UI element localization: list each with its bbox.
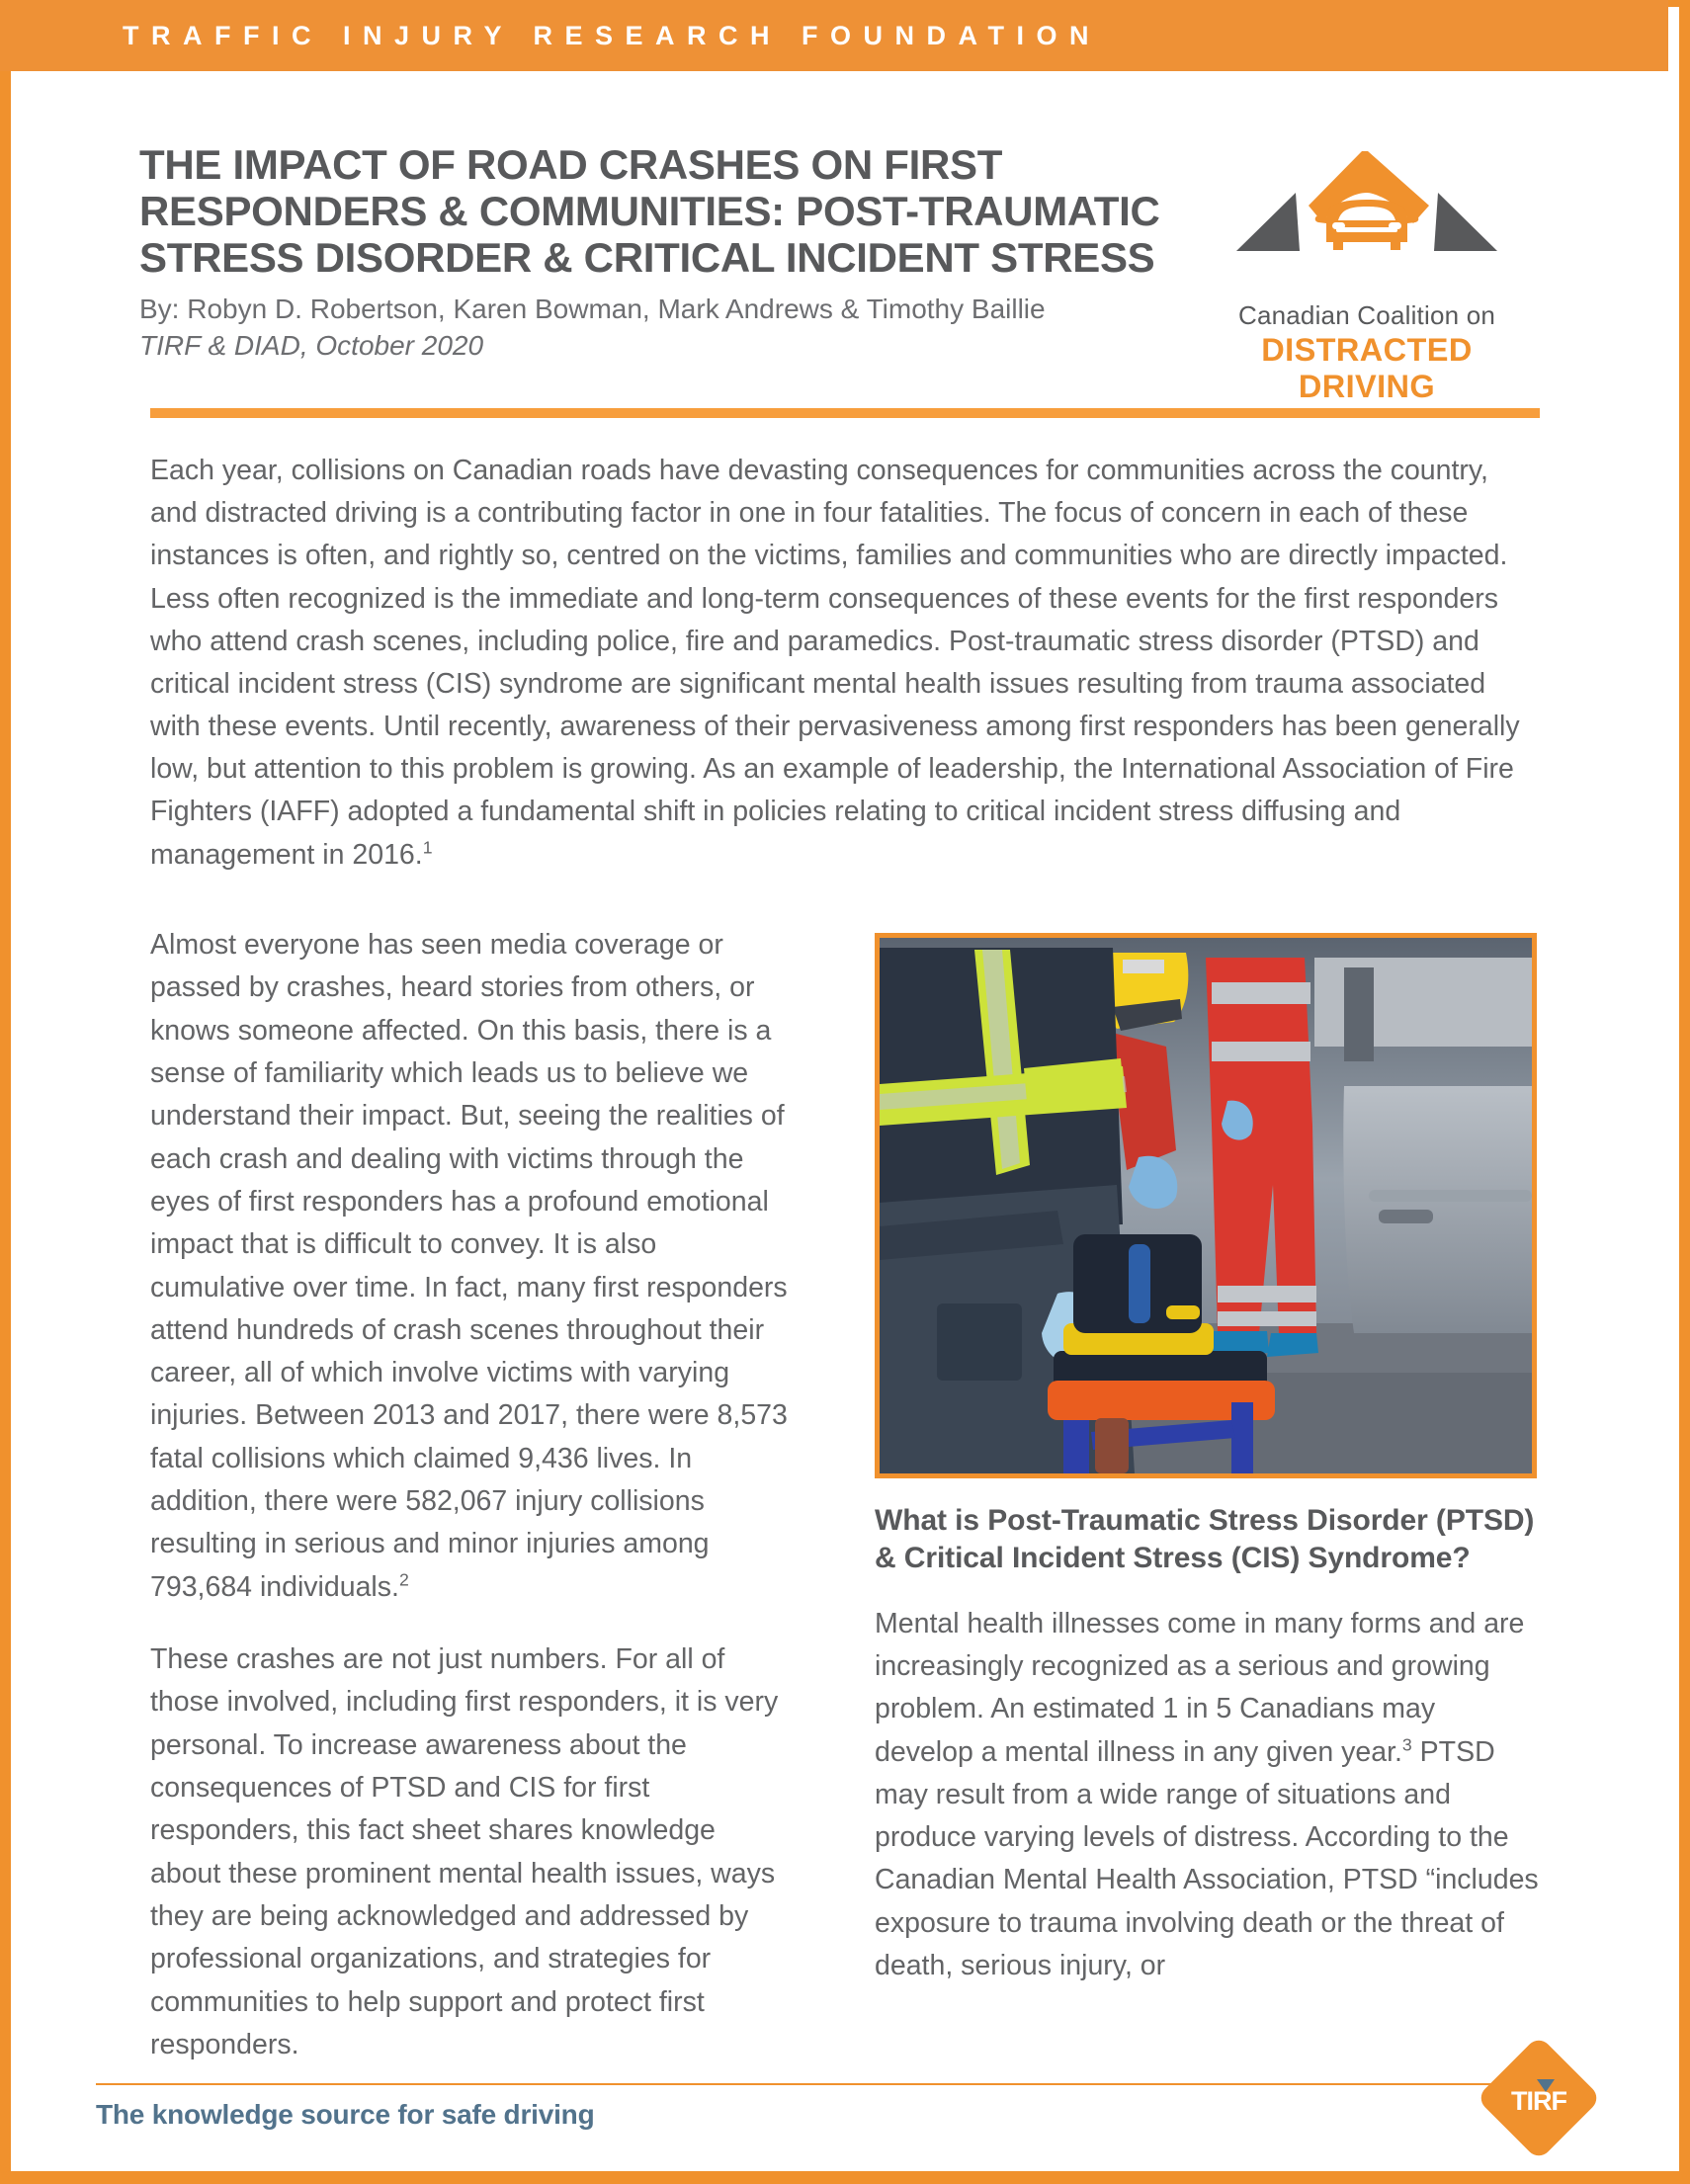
author-byline: By: Robyn D. Robertson, Karen Bowman, Mark Andrews & Timothy Baillie (139, 294, 1046, 325)
publication-date: TIRF & DIAD, October 2020 (139, 330, 484, 362)
intro-text: Each year, collisions on Canadian roads have devasting consequences for communities across the country, and distracted driving is a contributing factor in one in four fatalities. The focus of concern in each of these instances is often, and rightly so, centred on the victims, families and communities who are directly impacted. Less often recognized is the immediate and long-term consequences of these events for the first responders who attend crash scenes, including police, fire and paramedics. Post-traumatic stress disorder (PTSD) and critical incident stress (CIS) syndrome are significant mental health issues resulting from trauma associated with these events. Until recently, awareness of their pervasiveness among first responders has been generally low, but attention to this problem is growing. As an example of leadership, the International Association of Fire Fighters (IAFF) adopted a fundamental shift in policies relating to critical incident stress diffusing and management in 2016. (150, 455, 1520, 871)
intro-paragraph (150, 450, 1538, 877)
footer-tagline: The knowledge source for safe driving (96, 2099, 595, 2130)
header-divider (150, 408, 1540, 418)
right-paragraph-1-text: Mental health illnesses come in many forms and are increasingly recognized as a serious and growing problem. An estimated 1 in 5 Canadians may develop a mental illness in any given year. (875, 1607, 1525, 1768)
top-banner (0, 0, 1668, 71)
crash-scene-photo (875, 933, 1537, 1478)
left-paragraph-2: These crashes are not just numbers. For all of those involved, including first responders, it is very personal. To increase awareness about the consequences of PTSD and CIS for first responders, this fact sheet shares knowledge about these prominent mental health issues, ways they are being acknowledged and addressed by professional organizations, and strategies for communities to help support and protect first responders. (150, 1643, 779, 2060)
left-paragraph-1 (150, 924, 791, 1609)
organization-title: TRAFFIC INJURY RESEARCH FOUNDATION (123, 20, 1102, 50)
section-heading-ptsd: What is Post-Traumatic Stress Disorder (PTSD) & Critical Incident Stress (CIS) Syndrome? (875, 1504, 1535, 1574)
footnote-marker-3: 3 (1401, 1734, 1412, 1755)
tirf-logo-text: TIRF (1511, 2085, 1566, 2116)
ccdd-logo-mark (1204, 140, 1530, 298)
left-paragraph-1-text: Almost everyone has seen media coverage or passed by crashes, heard stories from others, or knows someone affected. On this basis, there is a sense of familiarity which leads us to believe we understand their impact. But, seeing the realities of each crash and dealing with victims through the eyes of first responders has a profound emotional impact that is difficult to convey. It is also cumulative over time. In fact, many first responders attend hundreds of crash scenes throughout their career, all of which involve victims with varying injuries. Between 2013 and 2017, there were 8,573 fatal collisions which claimed 9,436 lives. In addition, there were 582,067 injury collisions resulting in serious and minor injuries among 793,684 individuals. (150, 929, 788, 1603)
ccdd-logo (1204, 140, 1530, 405)
ccdd-campaign-label: DISTRACTED DRIVING (1261, 332, 1473, 404)
ccdd-coalition-label: Canadian Coalition on (1237, 300, 1496, 330)
page-title: THE IMPACT OF ROAD CRASHES ON FIRST RESPONDERS & COMMUNITIES: POST-TRAUMATIC STRESS DISORDER & CRITICAL INCIDENT STRESS (139, 141, 1160, 282)
footnote-marker-2: 2 (398, 1569, 409, 1590)
paramedic-red (1206, 958, 1318, 1357)
right-paragraph-1 (875, 1603, 1539, 1988)
right-column (875, 1502, 1539, 1987)
tirf-logo (1476, 2035, 1602, 2161)
crash-scene-photo-image (880, 938, 1532, 1473)
right-paragraph-1-rest: PTSD may result from a wide range of situations and produce varying levels of distress. According to the Canadian Mental Health Association, PTSD “includes exposure to trauma involving death or the threat of death, serious injury, or (875, 1735, 1539, 1982)
road-arch-icon (1204, 140, 1530, 298)
footnote-marker-1: 1 (422, 837, 433, 858)
title-block (139, 141, 1187, 364)
left-column (150, 924, 791, 2066)
photo-illustration (880, 938, 1532, 1473)
footer-divider (96, 2083, 1529, 2085)
